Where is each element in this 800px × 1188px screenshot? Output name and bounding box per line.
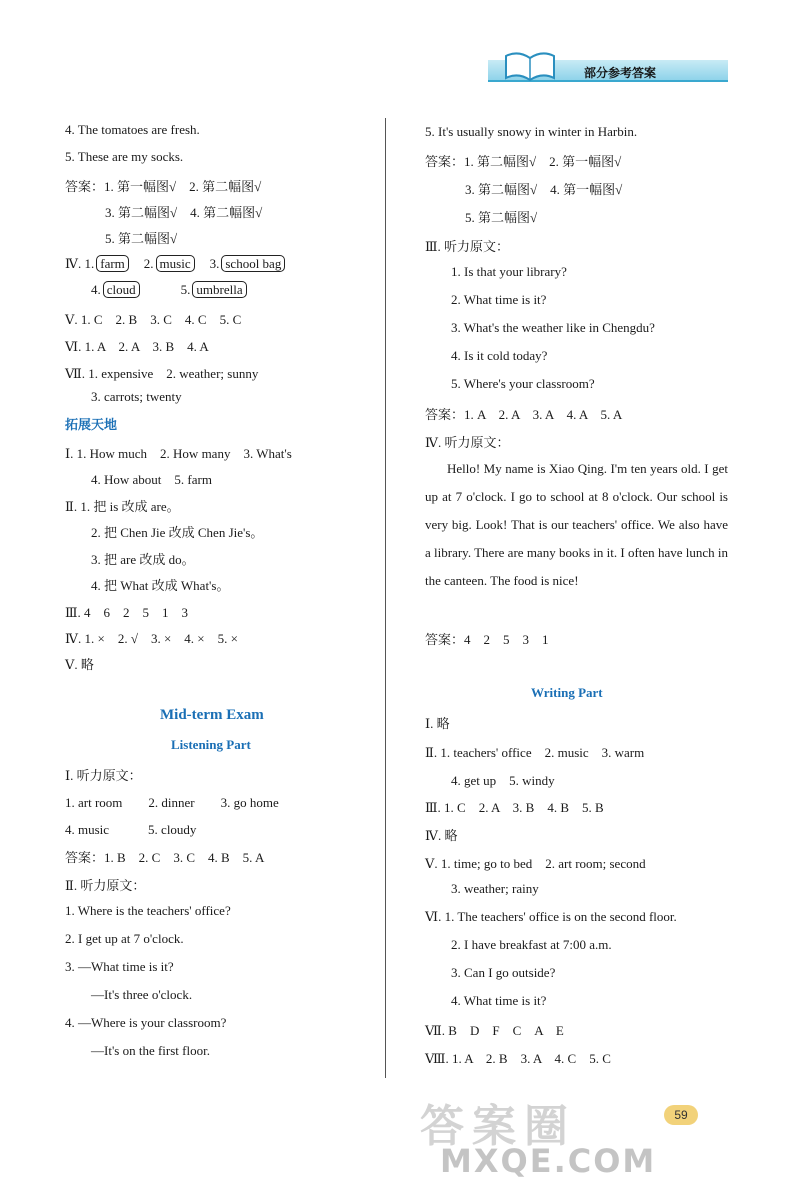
answer-line: 3. What's the weather like in Chengdu? — [451, 320, 655, 335]
boxed-word: farm — [96, 255, 129, 272]
answer-line: 5. 第二幅图√ — [105, 231, 178, 246]
answer-line: Ⅲ. 4 6 2 5 1 3 — [65, 605, 189, 620]
column-divider — [385, 118, 386, 1078]
answer-line: 4. How about 5. farm — [91, 472, 212, 487]
answer-line: 3. weather; rainy — [451, 881, 539, 896]
answer-line: Ⅴ. 1. time; go to bed 2. art room; second — [425, 856, 646, 871]
boxed-words-row-2 — [65, 282, 249, 298]
answer-line: 1. Is that your library? — [451, 264, 567, 279]
answer-line: 4. 把 What 改成 What's。 — [91, 578, 230, 593]
answer-line: 5. 第二幅图√ — [465, 210, 538, 225]
answer-line: Ⅵ. 1. The teachers' office is on the second floor. — [425, 909, 677, 924]
boxed-word: school bag — [221, 255, 285, 272]
answer-line: 3. carrots; twenty — [91, 389, 182, 404]
answer-line: Ⅲ. 听力原文： — [425, 239, 510, 254]
answer-line: 5. It's usually snowy in winter in Harbin. — [425, 124, 638, 139]
boxed-word: umbrella — [192, 281, 246, 298]
page-number: 59 — [664, 1105, 698, 1125]
answer-line: 4. —Where is your classroom? — [65, 1015, 227, 1030]
answer-line: 4. The tomatoes are fresh. — [65, 122, 200, 137]
watermark-url: MXQE.COM — [440, 1142, 657, 1180]
answer-line: 5. These are my socks. — [65, 149, 184, 164]
item-number: 3. — [209, 256, 220, 271]
boxed-words-row-1 — [65, 256, 287, 272]
answer-line: 4. get up 5. windy — [451, 773, 555, 788]
answer-line: 3. Can I go outside? — [451, 965, 556, 980]
answer-line: 2. 把 Chen Jie 改成 Chen Jie's。 — [91, 525, 264, 540]
answer-line: 答案：1. A 2. A 3. A 4. A 5. A — [425, 407, 623, 422]
answer-line: 1. Where is the teachers' office? — [65, 903, 231, 918]
listening-paragraph: Hello! My name is Xiao Qing. I'm ten years old. I get up at 7 o'clock. I go to school at 8 o'clock. Our school is very big. Look! That is our teachers' office. We also have a library. There are many books in it. I often have lunch in the canteen. The food is nice! — [425, 461, 728, 588]
answer-line: Ⅰ. 1. How much 2. How many 3. What's — [65, 446, 292, 461]
answer-line: 3. 第二幅图√ 4. 第二幅图√ — [105, 205, 263, 220]
answer-line: 3. 把 are 改成 do。 — [91, 552, 195, 567]
answer-line: Ⅷ. 1. A 2. B 3. A 4. C 5. C — [425, 1051, 611, 1066]
answer-line: Ⅱ. 1. 把 is 改成 are。 — [65, 499, 180, 514]
answer-line: 4. Is it cold today? — [451, 348, 548, 363]
answer-line: 5. Where's your classroom? — [451, 376, 595, 391]
boxed-word: music — [156, 255, 195, 272]
watermark — [420, 1090, 780, 1180]
answer-line: 1. art room 2. dinner 3. go home — [65, 795, 279, 810]
answer-line: 2. I have breakfast at 7:00 a.m. — [451, 937, 612, 952]
answer-line: Ⅶ. B D F C A E — [425, 1023, 564, 1038]
boxed-word: cloud — [103, 281, 140, 298]
item-number: 4. — [91, 282, 101, 297]
answer-line: Ⅳ. 听力原文： — [425, 435, 510, 450]
answer-line: Ⅴ. 1. C 2. B 3. C 4. C 5. C — [65, 312, 242, 327]
answer-line: Ⅵ. 1. A 2. A 3. B 4. A — [65, 339, 209, 354]
answer-line: 3. 第二幅图√ 4. 第一幅图√ — [465, 182, 623, 197]
watermark-logo: 答案圈 — [420, 1101, 576, 1152]
midterm-title: Mid-term Exam — [160, 707, 264, 723]
answer-line: —It's on the first floor. — [91, 1043, 210, 1058]
question-number: Ⅳ. 1. — [65, 256, 95, 271]
answer-line: Ⅲ. 1. C 2. A 3. B 4. B 5. B — [425, 800, 604, 815]
answer-line: Ⅱ. 听力原文： — [65, 878, 146, 893]
answer-line: —It's three o'clock. — [91, 987, 193, 1002]
answer-line: 答案：1. 第二幅图√ 2. 第一幅图√ — [425, 154, 622, 169]
answer-line: 答案：1. 第一幅图√ 2. 第二幅图√ — [65, 179, 262, 194]
answer-line: 答案：4 2 5 3 1 — [425, 632, 549, 647]
writing-title: Writing Part — [531, 685, 603, 700]
answer-line: 4. What time is it? — [451, 993, 547, 1008]
answer-line: Ⅰ. 略 — [425, 716, 450, 731]
answer-line: Ⅶ. 1. expensive 2. weather; sunny — [65, 366, 259, 381]
extend-heading: 拓展天地 — [65, 418, 118, 433]
answer-line: 4. music 5. cloudy — [65, 822, 197, 837]
answer-line: Ⅳ. 略 — [425, 828, 458, 843]
answer-line: 2. What time is it? — [451, 292, 547, 307]
item-number: 5. — [180, 282, 191, 297]
answer-line: Ⅰ. 听力原文： — [65, 768, 142, 783]
item-number: 2. — [143, 256, 154, 271]
header-banner — [488, 56, 728, 84]
answer-line: 答案：1. B 2. C 3. C 4. B 5. A — [65, 850, 265, 865]
listening-title: Listening Part — [171, 737, 251, 752]
answer-line: 2. I get up at 7 o'clock. — [65, 931, 184, 946]
answer-line: Ⅳ. 1. × 2. √ 3. × 4. × 5. × — [65, 631, 238, 646]
answer-line: Ⅴ. 略 — [65, 657, 94, 672]
answer-line: 3. —What time is it? — [65, 959, 174, 974]
answer-line: Ⅱ. 1. teachers' office 2. music 3. warm — [425, 745, 645, 760]
open-book-icon — [502, 46, 558, 82]
header-title: 部分参考答案 — [584, 66, 657, 80]
